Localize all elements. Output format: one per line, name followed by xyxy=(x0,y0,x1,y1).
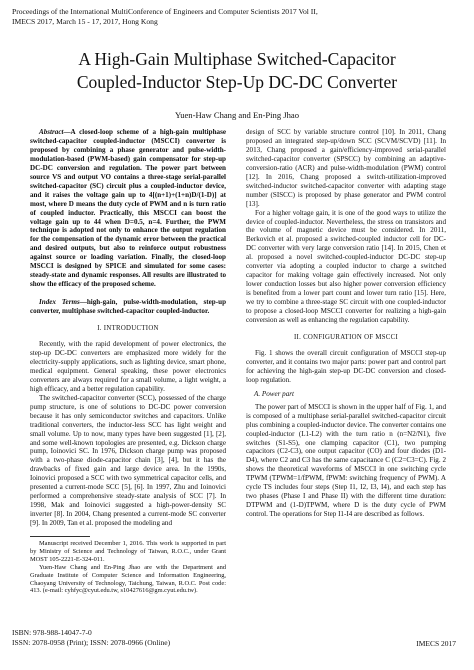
index-terms xyxy=(30,298,226,316)
intro-paragraph-2: The switched-capacitor converter (SCC), possessed of the charge pump structure, is one of solutions to DC-DC power conversion because it has only semiconductor switches and capacitors. Unlike traditional converters, the inductor-less SCC has light weight and small volume. Up to now, many types have been suggested [1], [2], and some well-known topologies are presented, e.g. Dickson charge pump, Ioinovici SC. In 1976, Dickson charge pump was proposed with a two-phase diode-capacitor chain [3], [4], but it has the drawbacks of fixed gain and large device area. In the 1990s, Ioinovici proposed a SCC with two symmetrical capacitor cells, and presented a current-mode SCC [5], [6]. In 1997, Zhu and Ioinovici performed a comprehensive steady-state analysis of SCC [7]. In 1998, Mak and Ioinovici suggested a high-power-density SC inverter [8]. In 2004, Chang presented a current-mode SC converter [9]. In 2009, Tan et al. proposed the modeling and xyxy=(30,393,226,528)
header-line-1: Proceedings of the International MultiConference of Engineers and Computer Scientists 2017 Vol II, xyxy=(12,7,318,16)
index-terms-label: Index Terms xyxy=(39,298,80,307)
footer-isbn: ISBN: 978-988-14047-7-0 xyxy=(12,628,92,637)
intro-paragraph-1: Recently, with the rapid development of power electronics, the step-up DC-DC converters are emphasized more widely for the electricity-supply applications, such as lighting device, smart phone, medical equipment. General speaking, these power electronics converters are always required for a small volume, a light weight, a high efficacy, and a better regulation capability. xyxy=(30,340,226,393)
header-line-2: IMECS 2017, March 15 - 17, 2017, Hong Kong xyxy=(12,16,158,26)
abstract xyxy=(30,128,226,289)
title-line-2: Coupled-Inductor Step-Up DC-DC Converter xyxy=(76,72,398,92)
footnote-manuscript: Manuscript received December 1, 2016. This work is supported in part by Ministry of Science and Technology of Taiwan, R.O.C., under Grant MOST 105-2221-E-324-011. xyxy=(30,540,226,563)
footer-issn: ISSN: 2078-0958 (Print); ISSN: 2078-0966 (Online) xyxy=(12,637,171,647)
left-column xyxy=(30,128,226,595)
footer-conference: IMECS 2017 xyxy=(416,639,456,648)
title-line-1: A High-Gain Multiphase Switched-Capacitor xyxy=(78,49,396,69)
configuration-paragraph: Fig. 1 shows the overall circuit configuration of MSCCI step-up converter, and it contains two major parts: power part and control part for achieving the high-gain step-up DC-DC conversion and closed-loop regulation. xyxy=(246,348,446,384)
coupled-inductor-paragraph: For a higher voltage gain, it is one of the good ways to utilize the device of coupled-inductor. Nevertheless, the stress on transistors and the volume of magnetic device must be considered. In 2011, Berkovich et al. proposed a switched-coupled inductor cell for DC-DC converter with very large conversion ratio [14]. In 2015, Chen et al. proposed a novel switched-coupled-inductor DC-DC step-up converter via adopting a coupled inductor to charge a switched capacitor for making voltage gain effectively increased. Not only lower conduction losses but also higher power conversion efficiency is benefited from a lower part count and lower turn ratio [15]. Here, we try to combine a three-stage SC circuit with one coupled-inductor to propose a closed-loop MSCCI converter for realizing a high-gain conversion as well as enhancing the regulation capability. xyxy=(246,208,446,325)
footer-identifiers xyxy=(12,628,170,647)
footnote-affiliation: Yuen-Haw Chang and En-Ping Jhao are with the Department and Graduate Institute of Computer Science and Information Engineering, Chaoyang University of Technology, Taichung, Taiwan, R.O.C. Post code: 413. (e-mail: cyhfyc@cyut.edu.tw, s10427616@gm.cyut.edu.tw). xyxy=(30,563,226,595)
section-heading-configuration: II. CONFIGURATION OF MSCCI xyxy=(293,333,399,341)
abstract-text: —A closed-loop scheme of a high-gain multiphase switched-capacitor coupled-inductor (MSCCI) converter is proposed by combining a phase generator and pulse-width-modulation-based (PWM-based) gain compensator for step-up DC-DC conversion and regulation. The power part between source VS and output VO contains a three-stage serial-parallel switched-capacitor (SC) circuit plus a coupled-inductor device, and it raises the voltage gain up to 4[(n+1)+(1+n)D/(1-D)] at most, where D means the duty cycle of PWM and n is turn ratio of coupled inductor. Practically, this MSCCI can boost the voltage gain up to 44 when D=0.5, n=4. Further, the PWM technique is adopted not only to enhance the output regulation for the compensation of the dynamic error between the practical and desired outputs, but also to reinforce output robustness against source or loading variation. Finally, the closed-loop MSCCI is designed by SPICE and simulated for some cases: steady-state and dynamic responses. All results are illustrated to show the efficacy of the proposed scheme. xyxy=(30,128,226,289)
footnote-rule xyxy=(30,536,90,537)
abstract-label: Abstract xyxy=(39,128,64,136)
running-header xyxy=(12,7,452,26)
related-work-paragraph: design of SCC by variable structure control [10]. In 2011, Chang proposed an integrated step-up/down SCC (SCVM/SCVD) [11]. In 2013, Chang proposed a gain/efficiency-improved serial-parallel switched-capacitor converter (SPSCC) by combining an adaptive-conversion-ratio (ACR) and pulse-width-modulation (PWM) control [12]. In 2016, Chang proposed a switch-utilization-improved switched-inductor switched-capacitor converter with adapting stage number (SISCC) is proposed by phase generator and PWM control [13]. xyxy=(246,128,446,208)
power-part-paragraph: The power part of MSCCI is shown in the upper half of Fig. 1, and is composed of a multiphase serial-parallel switched-capacitor circuit plus combining a coupled-inductor device. The converter contains one coupled-inductor (L1-L2) with the turn ratio n (n=N2/N1), five switches (S1-S5), one clamping capacitor (C1), two pumping capacitors (C2-C3), one output capacitor (CO) and four diodes (D1-D4), where C2 and C3 has the same capacitance C (C2=C3=C). Fig. 2 shows the theoretical waveforms of MSCCI in one switching cycle TPWM (TPWM=1/fPWM, fPWM: switching frequency of PWM). A cycle TS includes four steps (Step I1, I2, I3, I4), and each step has two phases (Phase I and Phase II) with the different time duration: DTPWM and (1-D)TPWM, where D is the duty cycle of PWM control. The operations for Step I1-I4 are described as follows. xyxy=(246,402,446,519)
subsection-heading-power-part: A. Power part xyxy=(254,389,294,398)
right-column xyxy=(246,128,446,519)
index-terms-text: —high-gain, pulse-width-modulation, step-up converter, multiphase switched-capacitor coupled-inductor. xyxy=(30,298,227,316)
paper-title xyxy=(0,48,474,94)
authors: Yuen-Haw Chang and En-Ping Jhao xyxy=(174,110,300,120)
section-heading-introduction: I. INTRODUCTION xyxy=(97,325,159,333)
